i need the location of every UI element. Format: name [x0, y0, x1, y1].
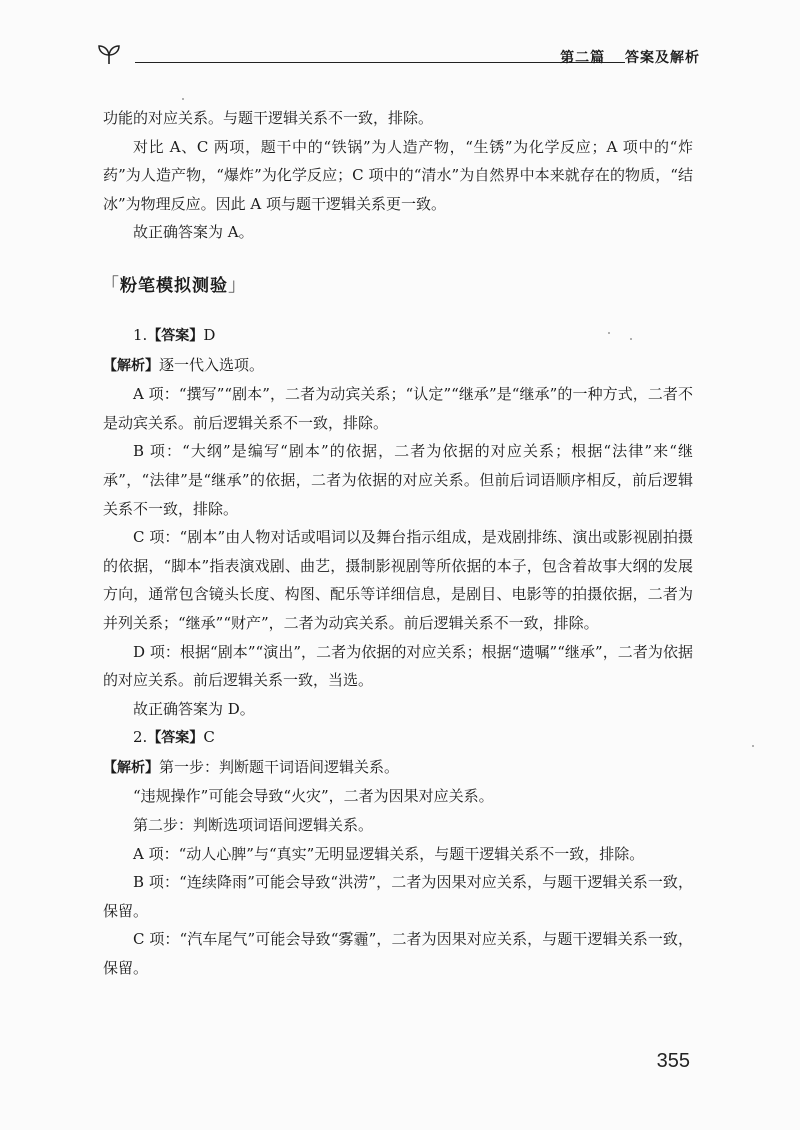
- q2-option-b: B 项：“连续降雨”可能会导致“洪涝”，二者为因果对应关系，与题干逻辑关系一致，保留。: [103, 873, 693, 920]
- title-open-bracket: 「: [101, 274, 120, 296]
- q2-option-a: A 项：“动人心脾”与“真实”无明显逻辑关系，与题干逻辑关系不一致，排除。: [133, 844, 645, 863]
- q1-analysis: 逐一代入选项。: [159, 355, 265, 374]
- q2-option-c: C 项：“汽车尾气”可能会导致“雾霾”，二者为因果对应关系，与题干逻辑关系一致，保留。: [103, 930, 693, 978]
- q1-analysis-label: 【解析】: [103, 357, 159, 374]
- intro-conclusion: 故正确答案为 A。: [133, 223, 254, 242]
- section-title: [101, 271, 693, 297]
- q2-answer: C: [203, 728, 215, 747]
- scan-speck: [608, 332, 610, 334]
- q2-step1: 第一步：判断题干词语间逻辑关系。: [159, 757, 400, 776]
- q1-option-b: B 项：“大纲”是编写“剧本”的依据，二者为依据的对应关系；根据“法律”来“继承”，“法律”是“继承”的依据，二者为依据的对应关系。但前后词语顺序相反，前后逻辑关系不一致，排除。: [103, 442, 693, 518]
- q2-step2: 第二步：判断选项词语间逻辑关系。: [133, 816, 374, 835]
- q1-conclusion: 故正确答案为 D。: [133, 699, 255, 718]
- q1-option-c: C 项：“剧本”由人物对话或唱词以及舞台指示组成，是戏剧排练、演出或影视剧拍摄的依据，“脚本”指表演戏剧、曲艺，摄制影视剧等所依据的本子，包含着故事大纲的发展方向，通常包含镜头长度、构图、配乐等详细信息，是剧目、电影等的拍摄依据，二者为并列关系；“继承”“财产”，二者为动宾关系。前后逻辑关系不一致，排除。: [103, 528, 693, 632]
- header-part: 第二篇: [560, 50, 606, 66]
- title-close-bracket: 」: [228, 274, 247, 296]
- running-header: [95, 38, 700, 78]
- q1-number: 1.: [133, 325, 148, 344]
- q2-stem: “违规操作”可能会导致“火灾”，二者为因果对应关系。: [133, 787, 494, 806]
- q2-analysis-line: [103, 753, 693, 783]
- sprout-icon: [95, 40, 123, 68]
- scan-speck: [752, 745, 754, 747]
- q1-answer-label: 【答案】: [147, 327, 204, 344]
- q2-analysis-label: 【解析】: [103, 759, 159, 776]
- page-number: 355: [656, 1050, 690, 1072]
- intro-line: 功能的对应关系。与题干逻辑关系不一致，排除。: [103, 109, 434, 127]
- title-text: 粉笔模拟测验: [120, 275, 228, 296]
- scan-speck: [182, 98, 184, 100]
- q2-answer-label: 【答案】: [147, 730, 204, 747]
- q1-answer-line: [103, 321, 693, 351]
- page-content: [103, 104, 693, 983]
- header-section: 答案及解析: [625, 50, 700, 66]
- q1-analysis-line: [103, 351, 693, 381]
- q1-answer: D: [203, 325, 216, 344]
- q1-option-a: A 项：“撰写”“剧本”，二者为动宾关系；“认定”“继承”是“继承”的一种方式，二者不是动宾关系。前后逻辑关系不一致，排除。: [103, 385, 693, 432]
- intro-comparison: 对比 A、C 两项，题干中的“铁锅”为人造产物，“生锈”为化学反应；A 项中的“炸药”为人造产物，“爆炸”为化学反应；C 项中的“清水”为自然界中本来就存在的物质，“结冰”为物理反应。因此 A 项与题干逻辑关系更一致。: [103, 137, 693, 213]
- q1-option-d: D 项：根据“剧本”“演出”，二者为依据的对应关系；根据“遗嘱”“继承”，二者为依据的对应关系。前后逻辑关系一致，当选。: [103, 642, 693, 690]
- q2-number: 2.: [133, 728, 148, 747]
- header-title: [546, 47, 700, 67]
- q2-answer-line: [103, 723, 693, 753]
- scan-speck: [630, 338, 632, 340]
